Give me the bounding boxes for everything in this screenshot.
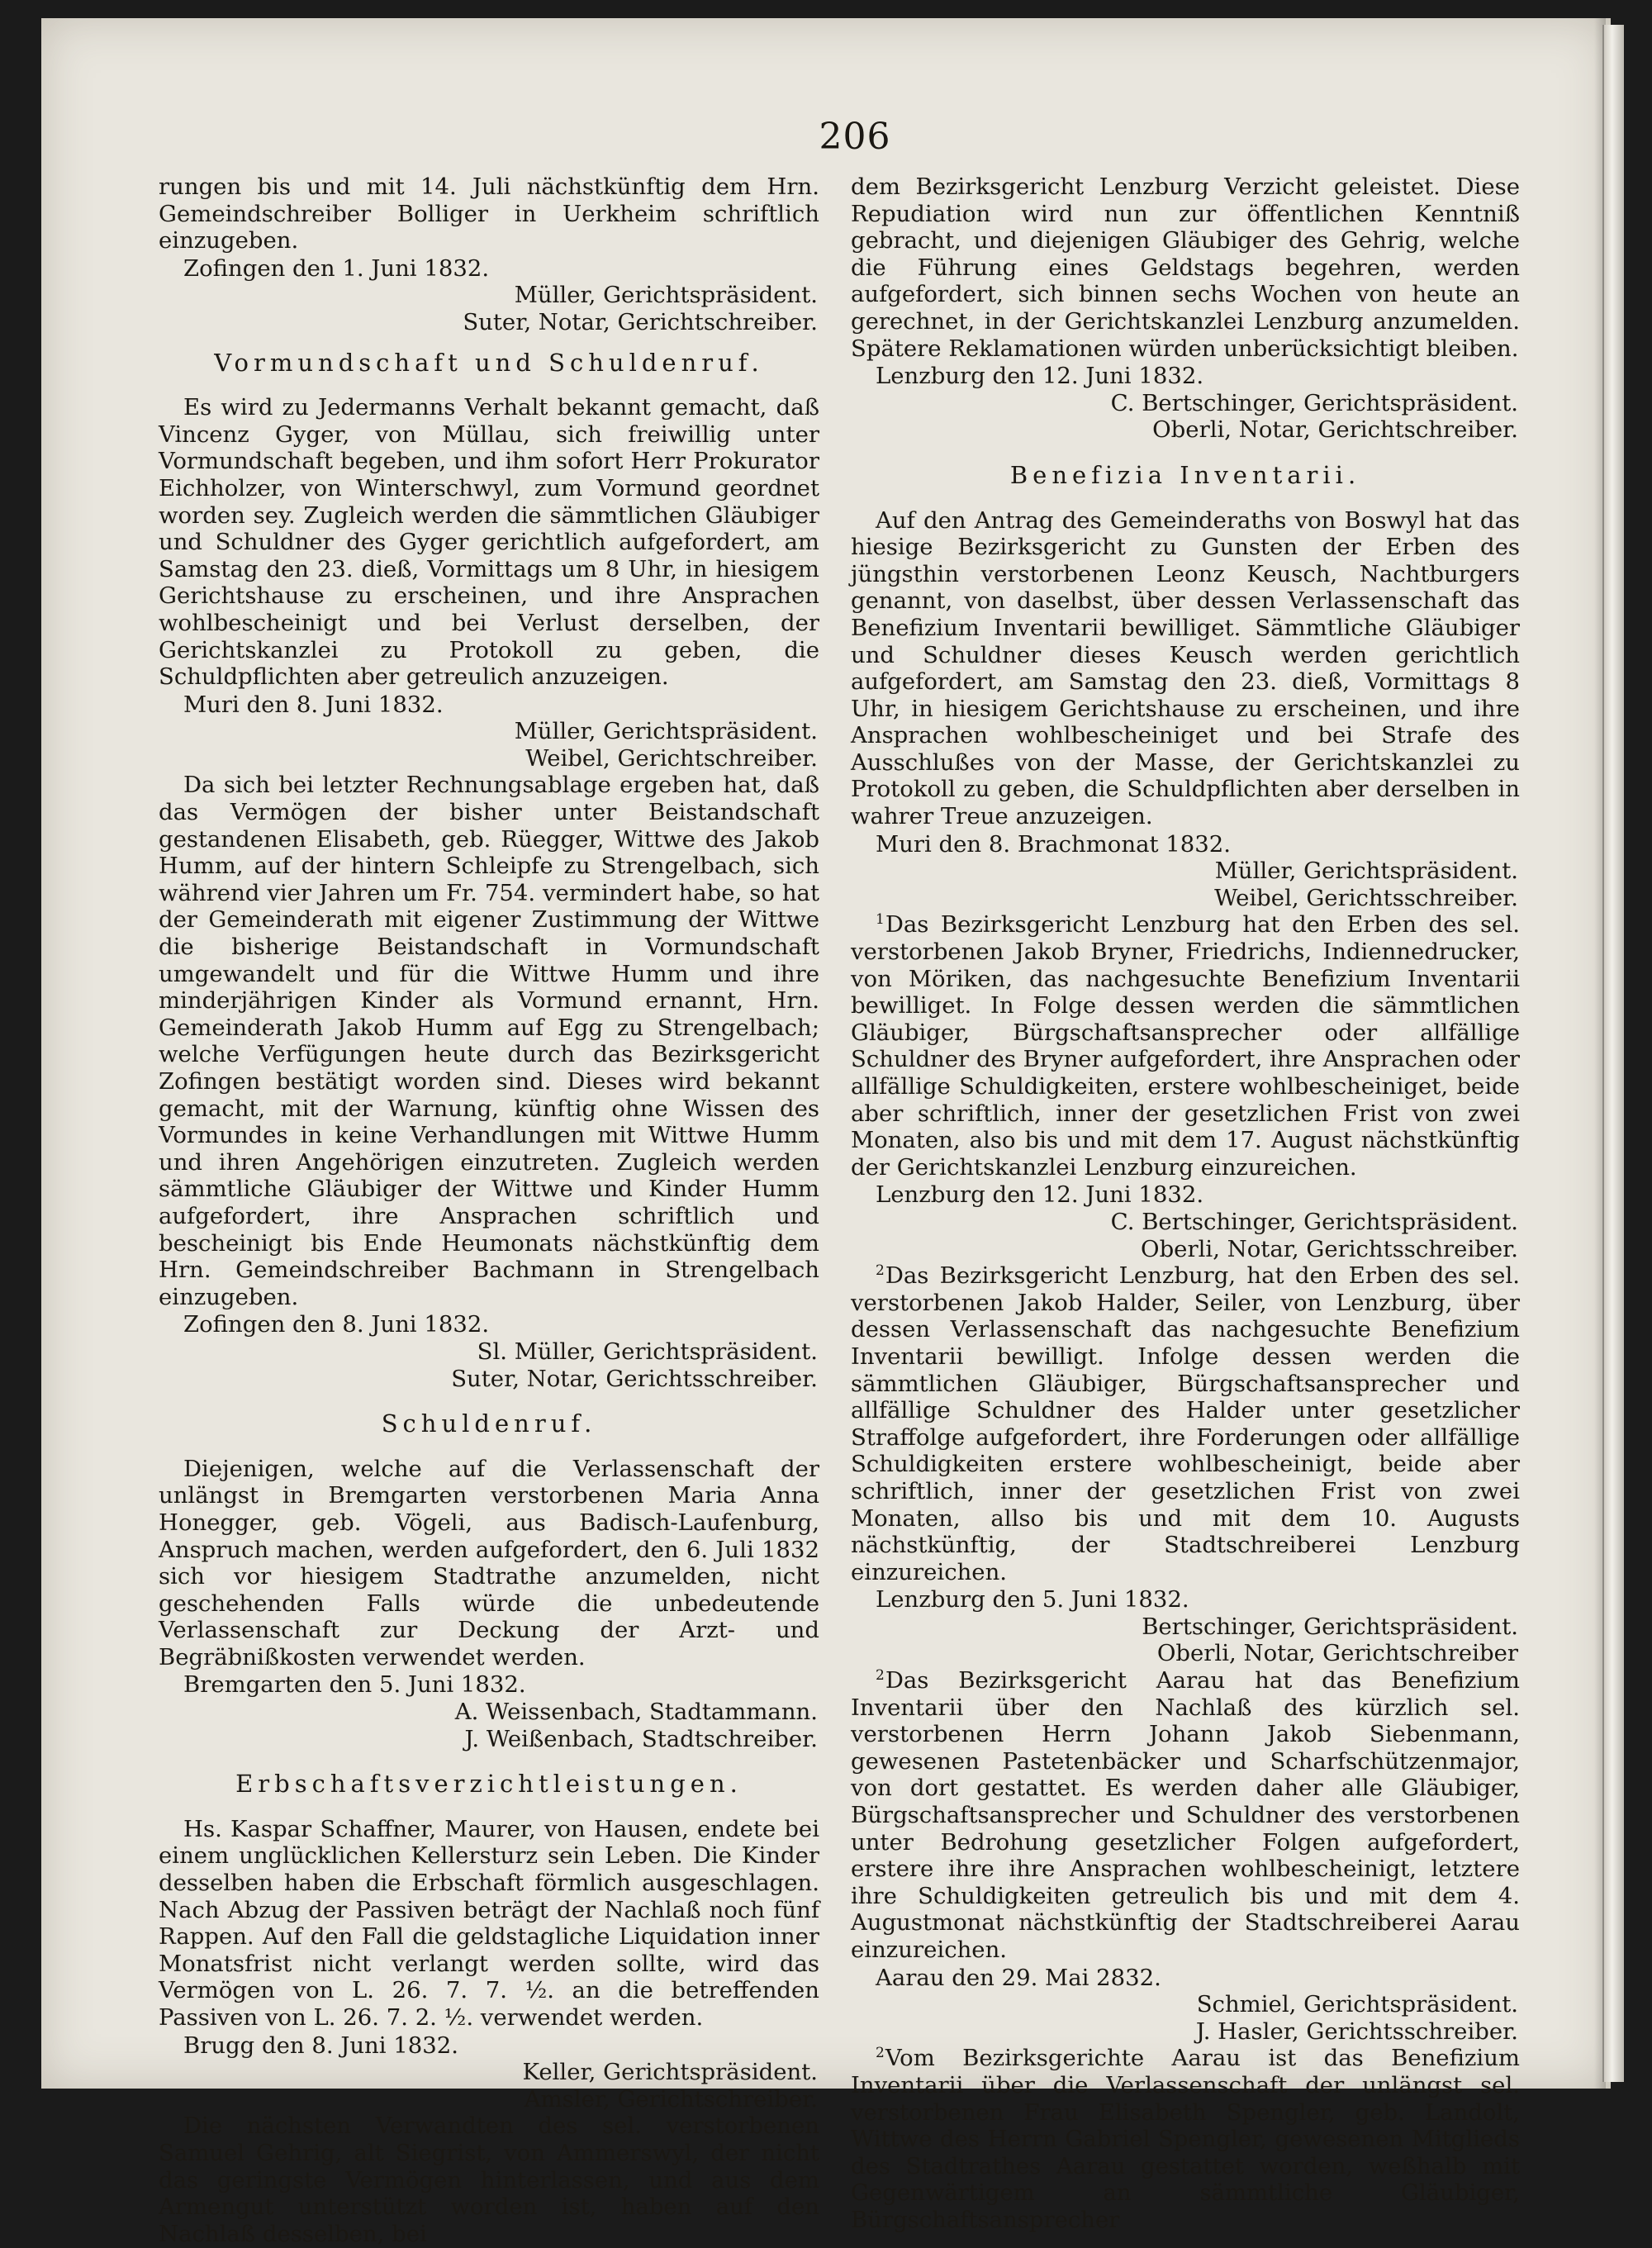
signature: C. Bertschinger, Gerichtspräsident. [1110, 1208, 1518, 1235]
dateline: Lenzburg den 5. Juni 1832. [876, 1586, 1189, 1614]
footnote-marker: 2 [876, 2045, 885, 2062]
paragraph [851, 911, 1520, 1181]
signature: J. Hasler, Gerichtsschreiber. [1195, 2017, 1518, 2045]
signature: A. Weissenbach, Stadtammann. [454, 1699, 818, 1726]
dateline: Zofingen den 1. Juni 1832. [183, 254, 490, 282]
signature: Bertschinger, Gerichtspräsident. [1142, 1613, 1518, 1640]
paragraph: Diejenigen, welche auf die Verlassenschaft der unlängst in Bremgarten verstorbenen Maria Anna Honegger, geb. Vögeli, aus Badisch-Laufenburg, Anspruch machen, werden aufgefordert, den 6. Juli 1832 sich vor hiesigem Stadtrathe anzumelden, nicht geschehenden Falls würde die unbedeutende Verlassenschaft zur Deckung der Arzt- und Begräbnißkosten verwendet werden. [159, 1455, 819, 1671]
dateline: Muri den 8. Juni 1832. [183, 691, 444, 718]
signature: Weibel, Gerichtschreiber. [525, 744, 818, 772]
dateline: Bremgarten den 5. Juni 1832. [183, 1671, 526, 1699]
signature: C. Bertschinger, Gerichtspräsident. [1110, 389, 1518, 416]
signature: Müller, Gerichtspräsident. [1214, 858, 1518, 885]
dateline: Lenzburg den 12. Juni 1832. [876, 1181, 1204, 1209]
dateline: Zofingen den 8. Juni 1832. [183, 1311, 490, 1338]
footnote-marker: 1 [876, 911, 885, 929]
paragraph: rungen bis und mit 14. Juli nächstkünftig dem Hrn. Gemeindschreiber Bolliger in Uerkheim schriftlich einzugeben. [159, 173, 819, 254]
dateline: Aarau den 29. Mai 2832. [876, 1964, 1161, 1991]
paragraph [851, 1262, 1520, 1585]
footnote-marker: 2 [876, 1262, 885, 1279]
signature: Oberli, Notar, Gerichtschreiber. [1152, 416, 1518, 444]
paragraph-text: Das Bezirksgericht Aarau hat das Benefizium Inventarii über den Nachlaß des kürzlich sel. verstorbenen Herrn Johann Jakob Siebenmann, gewesenen Pastetenbäcker und Scharfschützenmajor, von dort gestattet. Es werden daher alle Gläubiger, Bürgschaftsansprecher und Schuldner des verstorbenen unter Bedrohung gesetzlicher Folgen aufgefordert, erstere ihre ihre Ansprachen wohlbescheinigt, letztere ihre Schuldigkeiten getreulich bis und mit dem 4. Augustmonat nächstkünftig der Stadtschreiberei Aarau einzureichen. [851, 1667, 1520, 1963]
signature: Schmiel, Gerichtspräsident. [1196, 1991, 1518, 2018]
page-number: 206 [819, 116, 891, 158]
signature: J. Weißenbach, Stadtschreiber. [464, 1725, 818, 1752]
next-page-edge [1602, 25, 1624, 2082]
paragraph: Hs. Kaspar Schaffner, Maurer, von Hausen, endete bei einem unglücklichen Kellersturz sein Leben. Die Kinder desselben haben die Erbschaft förmlich ausgeschlagen. Nach Abzug der Passiven beträgt der Nachlaß noch fünf Rappen. Auf den Fall die geldstagliche Liquidation inner Monatsfrist nicht verlangt werden sollte, wird das Vermögen von L. 26. 7. 7. ½. an die betreffenden Passiven von L. 26. 7. 2. ½. verwendet werden. [159, 1815, 819, 2031]
signature: Keller, Gerichtspräsident. [522, 2059, 818, 2086]
paragraph: Auf den Antrag des Gemeinderaths von Boswyl hat das hiesige Bezirksgericht zu Gunsten der Erben des jüngsthin verstorbenen Leonz Keusch, Nachtburgers genannt, von daselbst, über dessen Verlassenschaft das Benefizium Inventarii bewilliget. Sämmtliche Gläubiger und Schuldner dieses Keusch werden gerichtlich aufgefordert, am Samstag den 23. dieß, Vormittags 8 Uhr, in hiesigem Gerichtshause zu erscheinen, und ihre Ansprachen wohlbescheiniget und bei Strafe des Ausschlußes von der Masse, der Gerichtskanzlei zu Protokoll zu geben, die Schuldpflichten aber derselben in wahrer Treue anzuzeigen. [851, 506, 1520, 830]
signature: Sl. Müller, Gerichtspräsident. [477, 1338, 818, 1365]
section-heading: Benefizia Inventarii. [1009, 460, 1361, 489]
dateline: Lenzburg den 12. Juni 1832. [876, 363, 1204, 390]
section-heading: Erbschaftsverzichtleistungen. [235, 1770, 743, 1799]
right-column [851, 173, 1520, 2235]
section-heading: Schuldenruf. [381, 1409, 597, 1438]
paragraph-text: Vom Bezirksgerichte Aarau ist das Benefizium Inventarii über die Verlassenschaft der unlängst sel. verstorbenen Frau Elisabeth Spengler, geb. Landolt, Wittwe des Herrn Gabriel Spengler, gewesenen Mitglieds des Stadtrathes Aarau gestattet worden, weßhalb mit Gegenwärtigem an sämmtliche Gläubiger, Bürgschaftsansprecher [851, 2045, 1520, 2233]
footnote-marker: 2 [876, 1666, 885, 1684]
signature: Suter, Notar, Gerichtschreiber. [463, 308, 818, 335]
dateline: Brugg den 8. Juni 1832. [183, 2032, 459, 2059]
section-heading: Vormundschaft und Schuldenruf. [214, 348, 764, 377]
signature: Oberli, Notar, Gerichtschreiber [1156, 1640, 1518, 1667]
signature: Weibel, Gerichtsschreiber. [1214, 884, 1518, 911]
signature: Oberli, Notar, Gerichtsschreiber. [1141, 1235, 1518, 1262]
paragraph: Die nächsten Verwandten des sel. verstorbenen Samuel Gehrig, alt Siegrist, von Ammerswyl, der nicht das geringste Vermögen hinterlassen, und aus dem Armengut unterstützt worden ist, haben auf den Nachlaß desselben, bei [159, 2113, 819, 2247]
dateline: Muri den 8. Brachmonat 1832. [876, 830, 1231, 858]
signature: Suter, Notar, Gerichtsschreiber. [451, 1365, 818, 1392]
paragraph: Es wird zu Jedermanns Verhalt bekannt gemacht, daß Vincenz Gyger, von Müllau, sich freiwillig unter Vormundschaft begeben, und ihm sofort Herr Prokurator Eichholzer, von Winterschwyl, zum Vormund geordnet worden sey. Zugleich werden die sämmtlichen Gläubiger und Schuldner des Gyger gerichtlich aufgefordert, am Samstag den 23. dieß, Vormittags um 8 Uhr, in hiesigem Gerichtshause zu erscheinen, und ihre Ansprachen wohlbescheinigt und bei Verlust derselben, der Gerichtskanzlei zu Protokoll zu geben, die Schuldpflichten aber getreulich anzuzeigen. [159, 394, 819, 691]
signature: Amsler, Gerichtschreiber. [524, 2085, 818, 2113]
paragraph-text: Das Bezirksgericht Lenzburg, hat den Erben des sel. verstorbenen Jakob Halder, Seiler, von Lenzburg, über dessen Verlassenschaft das nachgesuchte Benefizium Inventarii bewilligt. Infolge dessen werden die sämmtlichen Gläubiger, Bürgschaftsansprecher und allfällige Schuldner des Halder unter gesetzlicher Straffolge aufgefordert, ihre Forderungen oder allfällige Schuldigkeiten erstere wohlbescheinigt, beide aber schriftlich, inner der gesetzlichen Frist von zwei Monaten, allso bis und mit dem 10. Augusts nächstkünftig, der Stadtschreiberei Lenzburg einzureichen. [851, 1262, 1520, 1585]
paragraph: Da sich bei letzter Rechnungsablage ergeben hat, daß das Vermögen der bisher unter Beistandschaft gestandenen Elisabeth, geb. Rüegger, Wittwe des Jakob Humm, auf der hintern Schleipfe zu Strengelbach, sich während vier Jahren um Fr. 754. vermindert habe, so hat der Gemeinderath mit eigener Zustimmung der Wittwe die bisherige Beistandschaft in Vormundschaft umgewandelt und für die Wittwe Humm und ihre minderjährigen Kinder als Vormund ernannt, Hrn. Gemeinderath Jakob Humm auf Egg zu Strengelbach; welche Verfügungen heute durch das Bezirksgericht Zofingen bestätigt worden sind. Dieses wird bekannt gemacht, mit der Warnung, künftig ohne Wissen des Vormundes in keine Verhandlungen mit Wittwe Humm und ihren Angehörigen einzutreten. Zugleich werden sämmtliche Gläubiger der Wittwe und Kinder Humm aufgefordert, ihre Ansprachen schriftlich und bescheinigt bis Ende Heumonats nächstkünftig dem Hrn. Gemeindschreiber Bachmann in Strengelbach einzugeben. [159, 772, 819, 1310]
signature: Müller, Gerichtspräsident. [514, 718, 818, 745]
paragraph: dem Bezirksgericht Lenzburg Verzicht geleistet. Diese Repudiation wird nun zur öffentlichen Kenntniß gebracht, und diejenigen Gläubiger des Gehrig, welche die Führung eines Geldstags begehren, werden aufgefordert, sich binnen sechs Wochen von heute an gerechnet, in der Gerichtskanzlei Lenzburg anzumelden. Spätere Reklamationen würden unberücksichtigt bleiben. [851, 173, 1520, 362]
paragraph [851, 2045, 1520, 2233]
paragraph-text: Das Bezirksgericht Lenzburg hat den Erben des sel. verstorbenen Jakob Bryner, Friedrichs, Indiennedrucker, von Möriken, das nachgesuchte Benefizium Inventarii bewilliget. In Folge dessen werden die sämmtlichen Gläubiger, Bürgschaftsansprecher oder allfällige Schuldner des Bryner aufgefordert, ihre Ansprachen oder allfällige Schuldigkeiten, erstere wohlbescheiniget, beide aber schriftlich, inner der gesetzlichen Frist von zwei Monaten, also bis und mit dem 17. August nächstkünftig der Gerichtskanzlei Lenzburg einzureichen. [851, 911, 1520, 1181]
paragraph [851, 1667, 1520, 1964]
signature: Müller, Gerichtspräsident. [514, 282, 818, 309]
left-column [159, 173, 819, 2248]
